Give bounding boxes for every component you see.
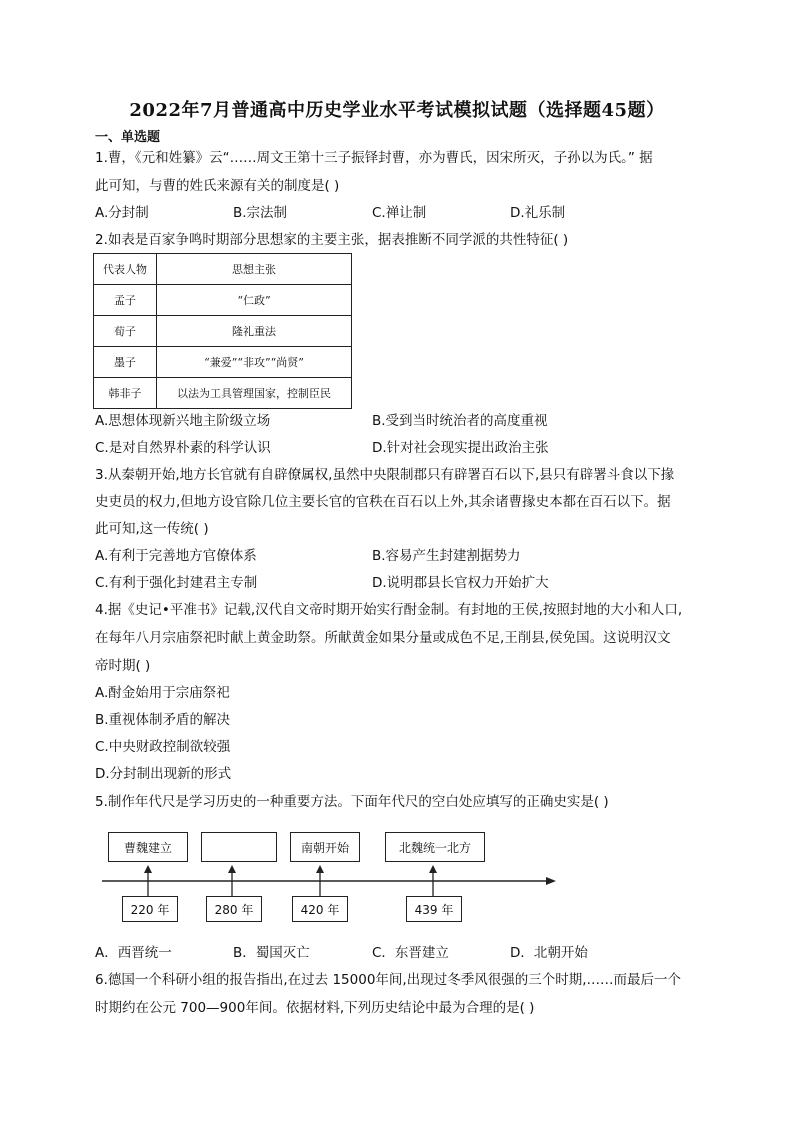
event-box-blank [201,832,277,862]
q2-option-a: A.思想体现新兴地主阶级立场 [95,413,271,429]
table-row [94,347,352,378]
q2-option-b: B.受到当时统治者的高度重视 [372,413,548,429]
q6-stem-line2: 时期约在公元 700—900年间。依据材料,下列历史结论中最为合理的是( ) [95,1000,535,1016]
q5-stem: 5.制作年代尺是学习历史的一种重要方法。下面年代尺的空白处应填写的正确史实是( ) [95,794,609,810]
q1-option-a: A.分封制 [95,205,149,221]
q3-stem-line2: 史吏员的权力,但地方设官除几位主要长官的官秩在百石以上外,其余诸曹掾史本都在百石以下。据 [95,494,671,510]
q4-option-d: D.分封制出现新的形式 [95,766,232,782]
thinkers-table [93,253,352,409]
q4-stem-line2: 在每年八月宗庙祭祀时献上黄金助祭。所献黄金如果分量或成色不足,王削县,侯免国。这说明汉文 [95,630,671,646]
table-cell: “仁政” [157,285,352,316]
event-box-northern-wei: 北魏统一北方 [385,832,485,862]
q5-option-a: A．西晋统一 [95,945,172,961]
table-cell: 荀子 [94,316,157,347]
timeline-arrowhead [546,877,556,885]
section-heading: 一、单选题 [95,130,161,145]
q3-option-d: D.说明郡县长官权力开始扩大 [372,575,549,591]
table-cell: 隆礼重法 [157,316,352,347]
event-box-cao-wei: 曹魏建立 [108,832,188,862]
table-header-row [94,254,352,285]
q3-option-b: B.容易产生封建割据势力 [372,548,521,564]
q1-option-b: B.宗法制 [233,205,288,221]
exam-title: 2022年7月普通高中历史学业水平考试模拟试题（选择题45题） [129,100,665,121]
year-box-220: 220 年 [122,896,178,922]
year-box-420: 420 年 [292,896,348,922]
table-cell: 以法为工具管理国家，控制臣民 [157,378,352,409]
table-cell: 孟子 [94,285,157,316]
q3-option-c: C.有利于强化封建君主专制 [95,575,258,591]
year-box-439: 439 年 [406,896,462,922]
q4-stem-line1: 4.据《史记•平准书》记载,汉代自文帝时期开始实行酎金制。有封地的王侯,按照封地的大小和人口, [95,602,683,618]
q5-option-c: C．东晋建立 [372,945,449,961]
table-header-cell: 思想主张 [157,254,352,285]
q1-stem-line1: 1.曹，《元和姓纂》云“……周文王第十三子振铎封曹，亦为曹氏，因宋所灭，子孙以为氏。” 据 [95,150,653,166]
q4-option-a: A.酎金始用于宗庙祭祀 [95,685,230,701]
year-box-280: 280 年 [206,896,262,922]
table-cell: 墨子 [94,347,157,378]
q4-option-b: B.重视体制矛盾的解决 [95,712,231,728]
q6-stem-line1: 6.德国一个科研小组的报告指出,在过去 15000年间,出现过冬季风很强的三个时期,……而最后一个 [95,972,681,988]
table-cell: 韩非子 [94,378,157,409]
q3-stem-line1: 3.从秦朝开始,地方长官就有自辟僚属权,虽然中央限制郡只有辟署百石以下,县只有辟署斗食以下掾 [95,467,675,483]
q3-stem-line3: 此可知,这一传统( ) [95,521,209,537]
q2-option-c: C.是对自然界朴素的科学认识 [95,440,271,456]
q4-option-c: C.中央财政控制欲较强 [95,739,231,755]
q5-option-b: B．蜀国灭亡 [233,945,310,961]
table-header-cell: 代表人物 [94,254,157,285]
q4-stem-line3: 帝时期( ) [95,658,151,674]
table-row [94,378,352,409]
q2-option-d: D.针对社会现实提出政治主张 [372,440,549,456]
timeline-figure [100,826,560,928]
table-cell: “兼爱”“非攻”“尚贤” [157,347,352,378]
q1-stem-line2: 此可知，与曹的姓氏来源有关的制度是( ) [95,178,340,194]
event-box-southern-dynasties: 南朝开始 [290,832,360,862]
q1-option-c: C.禅让制 [372,205,427,221]
q1-option-d: D.礼乐制 [510,205,566,221]
table-row [94,285,352,316]
q5-option-d: D．北朝开始 [510,945,588,961]
q2-stem: 2.如表是百家争鸣时期部分思想家的主要主张，据表推断不同学派的共性特征( ) [95,232,569,248]
table-row [94,316,352,347]
q3-option-a: A.有利于完善地方官僚体系 [95,548,257,564]
